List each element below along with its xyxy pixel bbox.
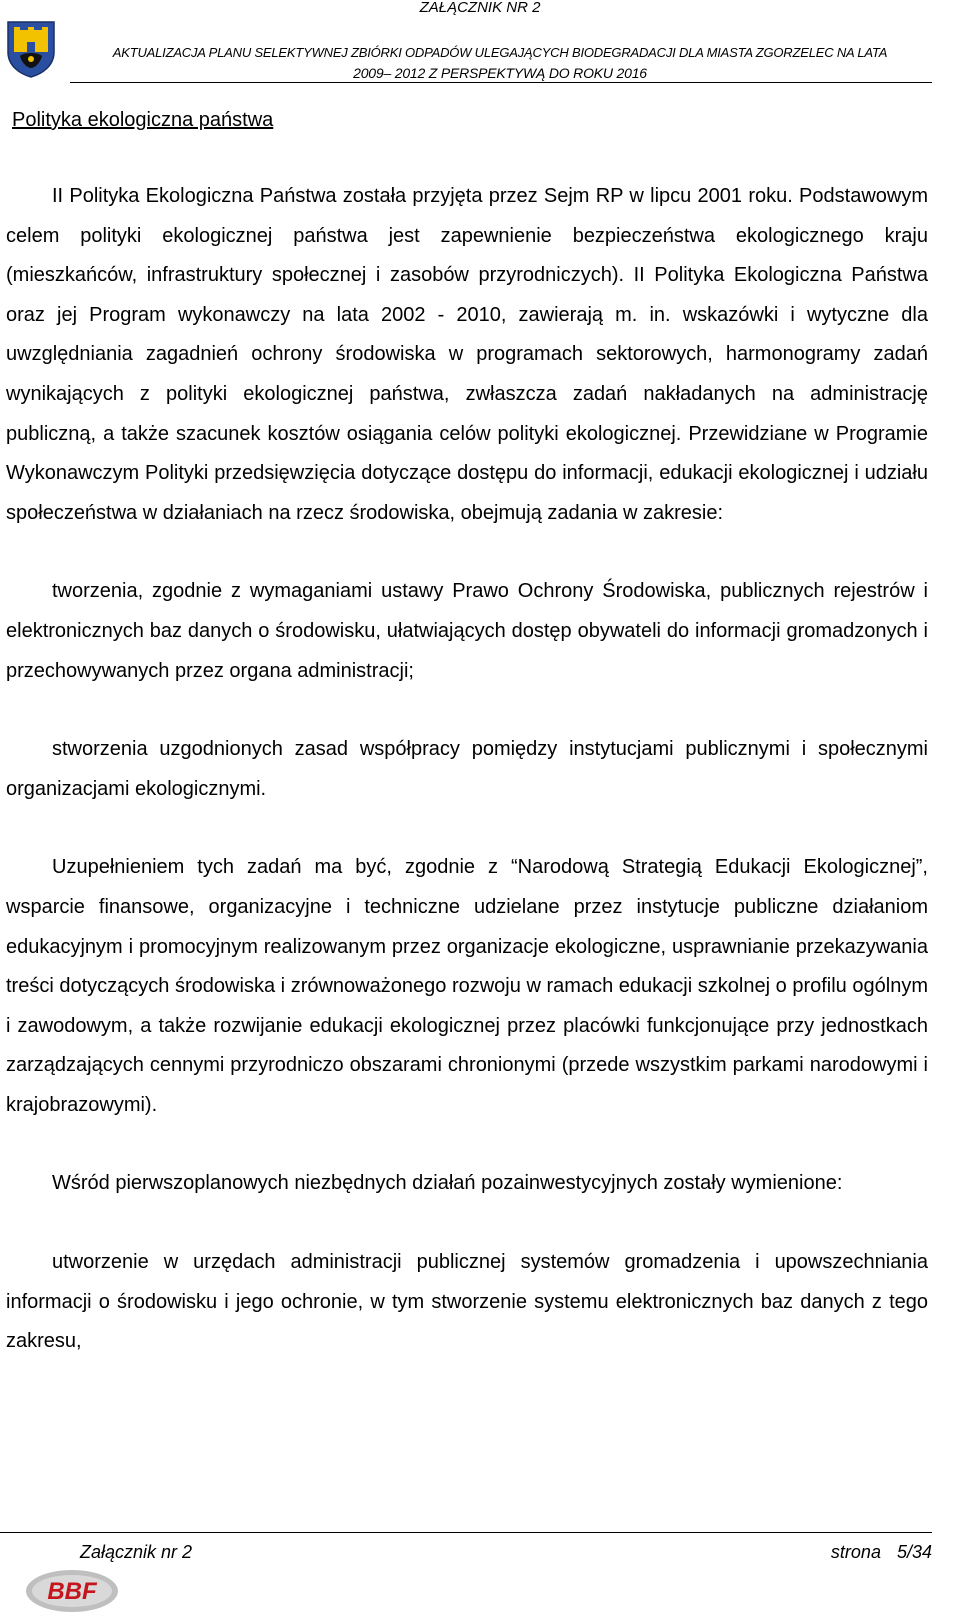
paragraph-5: Wśród pierwszoplanowych niezbędnych działań pozainwestycyjnych zostały wymienione: <box>52 1172 843 1195</box>
footer-divider <box>0 1532 932 1533</box>
header-title-line-1: AKTUALIZACJA PLANU SELEKTYWNEJ ZBIÓRKI ODPADÓW ULEGAJĄCYCH BIODEGRADACJI DLA MIASTA ZGORZELEC NA LATA <box>112 45 888 60</box>
logo-text: BBF <box>47 1578 97 1605</box>
paragraph-3: stworzenia uzgodnionych zasad współpracy pomiędzy instytucjami publicznymi i społecznymi organizacjami ekologicznymi. <box>6 738 928 800</box>
page-indicator <box>815 1542 932 1563</box>
page-header <box>0 0 960 86</box>
document-header-title <box>70 43 930 83</box>
annex-label: ZAŁĄCZNIK NR 2 <box>419 0 541 16</box>
header-divider <box>70 82 932 83</box>
footer-annex-label: Załącznik nr 2 <box>80 1542 193 1562</box>
header-title-line-2: 2009– 2012 Z PERSPEKTYWĄ DO ROKU 2016 <box>353 65 647 81</box>
section-title: Polityka ekologiczna państwa <box>12 109 274 131</box>
bbf-logo-icon <box>24 1568 120 1614</box>
paragraph-4: Uzupełnieniem tych zadań ma być, zgodnie z “Narodową Strategią Edukacji Ekologicznej”, wsparcie finansowe, organizacyjne i techniczne udzielane przez instytucje publiczne działaniom edukacyjnym i promocyjnym realizowanym przez organizacje ekologiczne, usprawnianie przekazywania treści dotyczących środowiska i zrównoważonego rozwoju w ramach edukacji szkolnej o profilu ogólnym i zawodowym, a także rozwijanie edukacji ekologicznej przez placówki funkcjonujące przy jednostkach zarządzających cennymi przyrodniczo obszarami chronionymi (przede wszystkim parkami narodowymi i krajobrazowymi). <box>6 856 928 1116</box>
page-number: 5/34 <box>896 1542 932 1562</box>
paragraph-1: II Polityka Ekologiczna Państwa została przyjęta przez Sejm RP w lipcu 2001 roku. Podstawowym celem polityki ekologicznej państwa jest zapewnienie bezpieczeństwa ekologicznego kraju (mieszkańców, infrastruktury społecznej i zasobów przyrodniczych). II Polityka Ekologiczna Państwa oraz jej Program wykonawczy na lata 2002 - 2010, zawierają m. in. wskazówki i wytyczne dla uwzględniania zagadnień ochrony środowiska w programach sektorowych, harmonogramy zadań wynikających z polityki ekologicznej państwa, zwłaszcza zadań nakładanych na administrację publiczną, a także szacunek kosztów osiągania celów polityki ekologicznej. Przewidziane w Programie Wykonawczym Polityki przedsięwzięcia dotyczące dostępu do informacji, edukacji ekologicznej i udziału społeczeństwa w działaniach na rzecz środowiska, obejmują zadania w zakresie: <box>6 185 928 524</box>
city-crest-icon <box>6 18 56 78</box>
paragraph-2: tworzenia, zgodnie z wymaganiami ustawy Prawo Ochrony Środowiska, publicznych rejestrów i elektronicznych baz danych o środowisku, ułatwiających dostęp obywateli do informacji gromadzonych i przechowywanych przez organa administracji; <box>6 580 928 682</box>
page-label: strona <box>830 1542 881 1562</box>
paragraph-6: utworzenie w urzędach administracji publicznej systemów gromadzenia i upowszechniania informacji o środowisku i jego ochronie, w tym stworzenie systemu elektronicznych baz danych z tego zakresu, <box>6 1251 928 1353</box>
page-footer <box>0 1532 960 1617</box>
document-body <box>6 105 928 1362</box>
